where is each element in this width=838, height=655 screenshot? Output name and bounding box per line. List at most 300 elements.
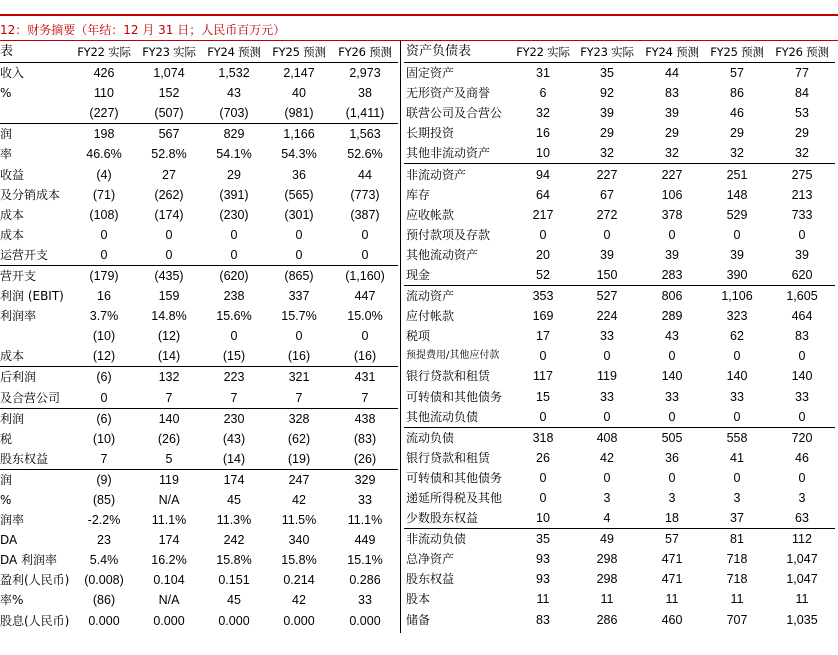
cell-value: 5.4% — [89, 553, 119, 568]
cell-value: 67 — [600, 187, 614, 202]
cell-value: 83 — [795, 329, 809, 344]
cell-value: 0 — [603, 349, 611, 364]
cell-value: 707 — [726, 612, 748, 627]
cell-value: 44 — [358, 167, 372, 182]
table-row — [404, 143, 835, 164]
cell-value: 46 — [730, 106, 744, 121]
cell-value: 11 — [795, 592, 809, 607]
cell-value: 7 — [100, 451, 108, 466]
cell-value: 150 — [596, 267, 618, 282]
row-label: 应收帐款 — [406, 207, 455, 222]
row-label: 税 — [0, 431, 13, 446]
cell-value: 42 — [292, 593, 306, 608]
cell-value: 0 — [165, 227, 173, 242]
balance-column-header: FY23 实际 — [575, 41, 639, 63]
row-label: 税项 — [406, 329, 431, 344]
cell-value: 0 — [100, 390, 108, 405]
cell-value: 0 — [733, 470, 741, 485]
row-label: 成本 — [0, 227, 25, 242]
table-row — [404, 123, 835, 143]
cell-value: 54.3% — [281, 147, 317, 162]
row-label: 利润率 — [0, 309, 37, 324]
cell-value: 0 — [798, 349, 806, 364]
cell-value: 0.000 — [88, 613, 120, 628]
cell-value: (19) — [287, 451, 311, 466]
cell-value: 806 — [639, 286, 705, 307]
table-row — [404, 63, 835, 84]
row-label: DA 利润率 — [0, 553, 58, 568]
cell-value: (1,160) — [332, 265, 398, 286]
cell-value: 94 — [511, 164, 575, 185]
cell-value: 0 — [539, 227, 547, 242]
cell-value: 32 — [600, 146, 614, 161]
cell-value: (179) — [72, 265, 136, 286]
cell-value: 0 — [603, 409, 611, 424]
cell-value: 0.286 — [349, 573, 381, 588]
cell-value: 140 — [136, 408, 202, 429]
cell-value: 2,147 — [283, 66, 315, 81]
cell-value: 15.7% — [281, 309, 317, 324]
cell-value: 33 — [600, 329, 614, 344]
cell-value: 298 — [596, 572, 618, 587]
cell-value: 567 — [136, 124, 202, 145]
cell-value: 471 — [661, 552, 683, 567]
row-label: 收益 — [0, 167, 25, 182]
cell-value: 15.1% — [347, 553, 383, 568]
cell-value: (301) — [284, 207, 314, 222]
cell-value: 32 — [665, 146, 679, 161]
cell-value: 29 — [600, 126, 614, 141]
cell-value: 10 — [536, 146, 550, 161]
row-label: 预提费用/其他应付款 — [406, 350, 500, 362]
cell-value: 32 — [795, 146, 809, 161]
table-row — [0, 326, 398, 346]
cell-value: 33 — [795, 389, 809, 404]
row-label: 率 — [0, 147, 13, 162]
cell-value: 337 — [288, 289, 310, 304]
cell-value: 329 — [332, 469, 398, 490]
table-row — [404, 83, 835, 103]
row-label: 其他流动负债 — [406, 409, 479, 424]
cell-value: 318 — [511, 427, 575, 448]
cell-value: 57 — [730, 66, 744, 81]
income-statement-table — [0, 41, 398, 631]
cell-value: (43) — [222, 431, 246, 446]
table-row — [0, 449, 398, 470]
cell-value: 1,047 — [786, 552, 818, 567]
cell-value: 251 — [705, 164, 769, 185]
cell-value: 29 — [730, 126, 744, 141]
cell-value: 54.1% — [216, 147, 252, 162]
balance-title: 资产负债表 — [404, 41, 511, 63]
cell-value: 16 — [97, 289, 111, 304]
balance-column-header: FY24 预测 — [639, 41, 705, 63]
table-row — [0, 367, 398, 388]
table-row — [0, 265, 398, 286]
cell-value: 0 — [230, 247, 238, 262]
cell-value: 718 — [726, 572, 748, 587]
cell-value: 77 — [795, 66, 809, 81]
cell-value: 505 — [639, 427, 705, 448]
cell-value: 286 — [596, 612, 618, 627]
cell-value: 174 — [158, 533, 180, 548]
cell-value: 33 — [730, 389, 744, 404]
cell-value: 0 — [165, 247, 173, 262]
cell-value: 431 — [332, 367, 398, 388]
cell-value: (865) — [266, 265, 332, 286]
cell-value: 11 — [730, 592, 744, 607]
cell-value: 119 — [597, 369, 617, 384]
cell-value: (507) — [154, 106, 184, 121]
cell-value: (85) — [92, 493, 116, 508]
row-label: 总净资产 — [406, 552, 455, 567]
cell-value: 49 — [575, 529, 639, 550]
cell-value: 213 — [791, 187, 813, 202]
cell-value: 83 — [665, 86, 679, 101]
income-header-row — [0, 41, 398, 63]
cell-value: 86 — [730, 86, 744, 101]
balance-sheet-table — [404, 41, 835, 630]
cell-value: 6 — [539, 86, 547, 101]
cell-value: 29 — [795, 126, 809, 141]
cell-value: 110 — [94, 86, 114, 101]
table-row — [0, 510, 398, 530]
table-row — [404, 508, 835, 529]
cell-value: 5 — [165, 451, 173, 466]
cell-value: 45 — [227, 593, 241, 608]
row-label: 盈利(人民币) — [0, 573, 70, 588]
row-label: 运营开支 — [0, 247, 49, 262]
cell-value: (26) — [157, 431, 181, 446]
row-label: 润 — [0, 124, 72, 145]
cell-value: (12) — [157, 329, 181, 344]
income-column-header: FY23 实际 — [136, 41, 202, 63]
cell-value: 1,106 — [705, 286, 769, 307]
table-row — [0, 83, 398, 103]
cell-value: 169 — [532, 309, 554, 324]
cell-value: 83 — [536, 612, 550, 627]
cell-value: 18 — [665, 511, 679, 526]
cell-value: 275 — [769, 164, 835, 185]
cell-value: 17 — [536, 329, 550, 344]
cell-value: (227) — [89, 106, 119, 121]
cell-value: 426 — [93, 66, 115, 81]
cell-value: 449 — [354, 533, 376, 548]
cell-value: 464 — [791, 309, 813, 324]
row-label: 利润 — [0, 408, 72, 429]
table-row — [0, 225, 398, 245]
row-label — [0, 103, 72, 124]
cell-value: 23 — [97, 533, 111, 548]
cell-value: 36 — [665, 450, 679, 465]
table-row — [0, 408, 398, 429]
cell-value: 33 — [358, 593, 372, 608]
cell-value: (12) — [92, 349, 116, 364]
cell-value: 53 — [795, 106, 809, 121]
cell-value: 52.6% — [347, 147, 383, 162]
row-label: 流动负债 — [404, 427, 511, 448]
cell-value: 15.6% — [216, 309, 252, 324]
cell-value: 62 — [730, 329, 744, 344]
cell-value: (565) — [284, 187, 314, 202]
income-title: 表 — [0, 41, 72, 63]
table-row — [0, 164, 398, 184]
cell-value: 42 — [292, 493, 306, 508]
cell-value: 0 — [733, 227, 741, 242]
row-label: 收入 — [0, 66, 25, 81]
cell-value: 0 — [603, 470, 611, 485]
cell-value: (9) — [72, 469, 136, 490]
table-row — [404, 205, 835, 225]
table-row — [404, 427, 835, 448]
row-label: 成本 — [0, 349, 25, 364]
cell-value: 0 — [668, 470, 676, 485]
cell-value: 26 — [536, 450, 550, 465]
table-row — [0, 429, 398, 449]
cell-value: 152 — [158, 86, 180, 101]
row-label: 股东权益 — [0, 451, 49, 466]
cell-value: 42 — [600, 450, 614, 465]
cell-value: 140 — [791, 369, 813, 384]
cell-value: (14) — [222, 451, 246, 466]
cell-value: 720 — [769, 427, 835, 448]
cell-value: 11 — [600, 592, 614, 607]
cell-value: 230 — [202, 408, 266, 429]
row-label: 少数股东权益 — [406, 511, 479, 526]
cell-value: 4 — [603, 511, 611, 526]
row-label: 润率 — [0, 513, 25, 528]
cell-value: 93 — [536, 572, 550, 587]
table-row — [404, 103, 835, 123]
cell-value: 64 — [536, 187, 550, 202]
cell-value: 43 — [665, 329, 679, 344]
row-label: 可转债和其他债务 — [406, 389, 503, 404]
cell-value: (15) — [222, 349, 246, 364]
balance-column-header: FY25 预测 — [705, 41, 769, 63]
cell-value: 0 — [539, 349, 547, 364]
cell-value: 1,166 — [266, 124, 332, 145]
cell-value: 2,973 — [349, 66, 381, 81]
cell-value: 174 — [202, 469, 266, 490]
cell-value: (6) — [72, 408, 136, 429]
cell-value: 93 — [536, 552, 550, 567]
row-label: 流动资产 — [404, 286, 511, 307]
cell-value: 3 — [603, 491, 611, 506]
income-column-header: FY24 预测 — [202, 41, 266, 63]
cell-value: 408 — [575, 427, 639, 448]
cell-value: (10) — [92, 329, 116, 344]
cell-value: 0 — [539, 491, 547, 506]
table-row — [404, 488, 835, 508]
row-label: 银行贷款和租赁 — [406, 450, 491, 465]
table-row — [404, 448, 835, 468]
cell-value: 289 — [661, 309, 683, 324]
cell-value: 81 — [705, 529, 769, 550]
cell-value: 7 — [230, 390, 238, 405]
cell-value: 0.214 — [283, 573, 315, 588]
cell-value: 227 — [575, 164, 639, 185]
row-label: % — [0, 493, 12, 508]
cell-value: 7 — [361, 390, 369, 405]
cell-value: (773) — [350, 187, 380, 202]
table-row — [404, 468, 835, 488]
row-label: 润 — [0, 469, 72, 490]
cell-value: 11.1% — [151, 513, 187, 528]
row-label: 其他非流动资产 — [406, 146, 491, 161]
table-row — [404, 164, 835, 185]
cell-value: 0 — [733, 409, 741, 424]
cell-value: 0 — [361, 247, 369, 262]
table-row — [404, 610, 835, 630]
cell-value: (391) — [219, 187, 249, 202]
cell-value: 0 — [295, 247, 303, 262]
cell-value: 29 — [227, 167, 241, 182]
table-row — [0, 388, 398, 409]
row-label: DA — [0, 533, 18, 548]
cell-value: 283 — [661, 267, 683, 282]
cell-value: 11.5% — [281, 513, 317, 528]
balance-column-header: FY22 实际 — [511, 41, 575, 63]
cell-value: 11 — [665, 592, 679, 607]
cell-value: 0 — [603, 227, 611, 242]
cell-value: 39 — [600, 106, 614, 121]
cell-value: 32 — [536, 106, 550, 121]
cell-value: 733 — [791, 207, 813, 222]
cell-value: 0 — [733, 349, 741, 364]
cell-value: 558 — [705, 427, 769, 448]
cell-value: 471 — [661, 572, 683, 587]
cell-value: 247 — [266, 469, 332, 490]
cell-value: 44 — [665, 66, 679, 81]
row-label: 及合营公司 — [0, 390, 61, 405]
cell-value: (71) — [92, 187, 116, 202]
row-label: 其他流动资产 — [406, 247, 479, 262]
cell-value: 0.151 — [218, 573, 250, 588]
table-row — [0, 346, 398, 367]
cell-value: 132 — [136, 367, 202, 388]
cell-value: 0 — [798, 470, 806, 485]
table-row — [0, 205, 398, 225]
cell-value: 198 — [72, 124, 136, 145]
top-red-rule — [0, 14, 838, 16]
cell-value: 0 — [798, 227, 806, 242]
cell-value: 31 — [536, 66, 550, 81]
cell-value: 117 — [533, 369, 553, 384]
row-label: 递延所得税及其他 — [406, 491, 503, 506]
cell-value: 38 — [358, 86, 372, 101]
cell-value: N/A — [158, 493, 180, 508]
cell-value: 217 — [532, 207, 554, 222]
row-label — [0, 326, 72, 346]
table-row — [0, 530, 398, 550]
balance-header-row — [404, 41, 835, 63]
cell-value: 15 — [536, 389, 550, 404]
cell-value: 0 — [668, 349, 676, 364]
cell-value: 0 — [668, 227, 676, 242]
cell-value: 92 — [600, 86, 614, 101]
cell-value: 1,047 — [786, 572, 818, 587]
cell-value: 0.000 — [153, 613, 185, 628]
cell-value: (387) — [350, 207, 380, 222]
income-column-header: FY22 实际 — [72, 41, 136, 63]
row-label: 股东权益 — [406, 572, 455, 587]
cell-value: 447 — [354, 289, 376, 304]
cell-value: (0.008) — [84, 573, 124, 588]
row-label: 可转债和其他债务 — [406, 470, 503, 485]
table-row — [0, 103, 398, 124]
cell-value: 46.6% — [86, 147, 122, 162]
cell-value: 35 — [600, 66, 614, 81]
cell-value: (6) — [72, 367, 136, 388]
row-label: 及分销成本 — [0, 187, 61, 202]
cell-value: (435) — [136, 265, 202, 286]
cell-value: 3 — [668, 491, 676, 506]
table-row — [404, 589, 835, 609]
row-label: 股本 — [406, 592, 431, 607]
cell-value: 45 — [227, 493, 241, 508]
cell-value: 7 — [165, 390, 173, 405]
cell-value: (174) — [154, 207, 184, 222]
cell-value: 0 — [100, 227, 108, 242]
row-label: 后利润 — [0, 367, 72, 388]
cell-value: 39 — [600, 247, 614, 262]
row-label: 率% — [0, 593, 24, 608]
cell-value: 0 — [539, 409, 547, 424]
cell-value: 1,074 — [153, 66, 185, 81]
table-row — [0, 286, 398, 306]
table-row — [404, 407, 835, 428]
cell-value: 0.104 — [153, 573, 185, 588]
cell-value: (620) — [202, 265, 266, 286]
cell-value: 43 — [227, 86, 241, 101]
table-row — [0, 124, 398, 145]
cell-value: 328 — [266, 408, 332, 429]
cell-value: (16) — [287, 349, 311, 364]
cell-value: 0 — [295, 329, 303, 344]
cell-value: 32 — [730, 146, 744, 161]
cell-value: 11.1% — [347, 513, 383, 528]
cell-value: (16) — [353, 349, 377, 364]
table-row — [404, 286, 835, 307]
row-label: 联营公司及合营公 — [406, 106, 503, 121]
table-row — [0, 144, 398, 164]
table-row — [404, 185, 835, 205]
cell-value: 33 — [358, 493, 372, 508]
cell-value: 0.000 — [283, 613, 315, 628]
cell-value: 340 — [288, 533, 310, 548]
row-label: % — [0, 86, 12, 101]
table-caption: 12：财务摘要（年结：12 月 31 日；人民币百万元） — [0, 23, 286, 37]
cell-value: 63 — [795, 511, 809, 526]
cell-value: (230) — [219, 207, 249, 222]
cell-value: 527 — [575, 286, 639, 307]
cell-value: 321 — [266, 367, 332, 388]
cell-value: 15.0% — [347, 309, 383, 324]
cell-value: 3 — [733, 491, 741, 506]
cell-value: 0.000 — [349, 613, 381, 628]
cell-value: 39 — [795, 247, 809, 262]
table-row — [0, 570, 398, 590]
row-label: 预付款项及存款 — [406, 227, 491, 242]
cell-value: 298 — [596, 552, 618, 567]
cell-value: 35 — [511, 529, 575, 550]
cell-value: 3 — [798, 491, 806, 506]
cell-value: (14) — [157, 349, 181, 364]
cell-value: 378 — [661, 207, 683, 222]
table-row — [0, 611, 398, 631]
cell-value: 353 — [511, 286, 575, 307]
cell-value: 0 — [798, 409, 806, 424]
